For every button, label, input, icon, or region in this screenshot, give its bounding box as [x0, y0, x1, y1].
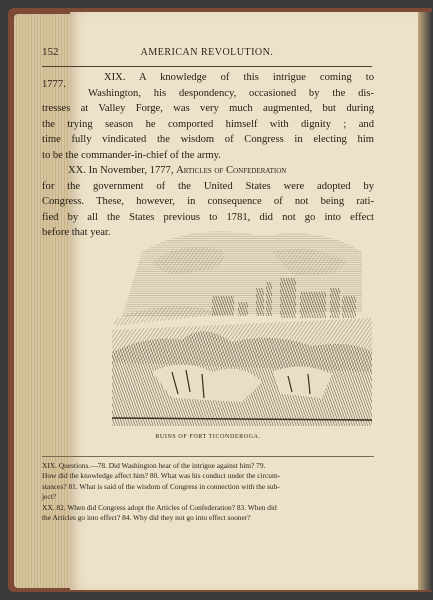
gutter-shadow [418, 12, 432, 590]
header-rule [42, 66, 372, 67]
fort-ticonderoga-engraving [112, 222, 372, 426]
illustration-caption: RUINS OF FORT TICONDEROGA. [155, 434, 261, 440]
paragraph-line: to be the commander-in-chief of the army. [42, 149, 221, 161]
paragraph-line: XIX. A knowledge of this intrigue coming to [104, 72, 374, 83]
paragraph-line: fied by all the States previous to 1781, did not go into effect [42, 211, 374, 223]
paragraph-line: before that year. [42, 227, 111, 238]
paragraph-line: time fully vindicated the wisdom of Congress in electing him [42, 134, 374, 145]
question-line: How did the knowledge affect him? 80. What was his conduct under the circum- [42, 471, 281, 481]
paragraph-line: the trying season he comported himself with dignity ; and [42, 118, 374, 130]
margin-year: 1777. [42, 79, 66, 90]
body-text [42, 70, 374, 241]
question-line: XIX. Questions.—78. Did Washington hear of the intrigue against him? 79. [42, 461, 266, 470]
paragraph-lead: XX. In November, 1777, [68, 165, 177, 176]
question-line: ject? [42, 492, 56, 502]
paragraph-line: for the government of the United States were adopted by [42, 180, 374, 192]
articles-small-caps: Articles of Confederation [176, 165, 287, 176]
paragraph-line: Congress. These, however, in consequence of not being rati- [42, 196, 374, 207]
paragraph-line: Washington, his despondency, occasioned by the dis- [88, 87, 374, 99]
question-line: XX. 82. When did Congress adopt the Articles of Confederation? 83. When did [42, 502, 277, 512]
questions-separator [42, 456, 374, 457]
question-line: stances? 81. What is said of the wisdom of Congress in connection with the sub- [42, 481, 280, 491]
page-number: 152 [42, 46, 59, 58]
paragraph-line: tresses at Valley Forge, was very much augmented, but during [42, 103, 374, 114]
running-head: AMERICAN REVOLUTION. [140, 47, 274, 58]
question-line: the Articles go into effect? 84. Why did they not go into effect sooner? [42, 513, 251, 523]
paragraph-20-first-line [42, 163, 374, 179]
study-questions [42, 461, 374, 523]
page-header [42, 46, 372, 62]
